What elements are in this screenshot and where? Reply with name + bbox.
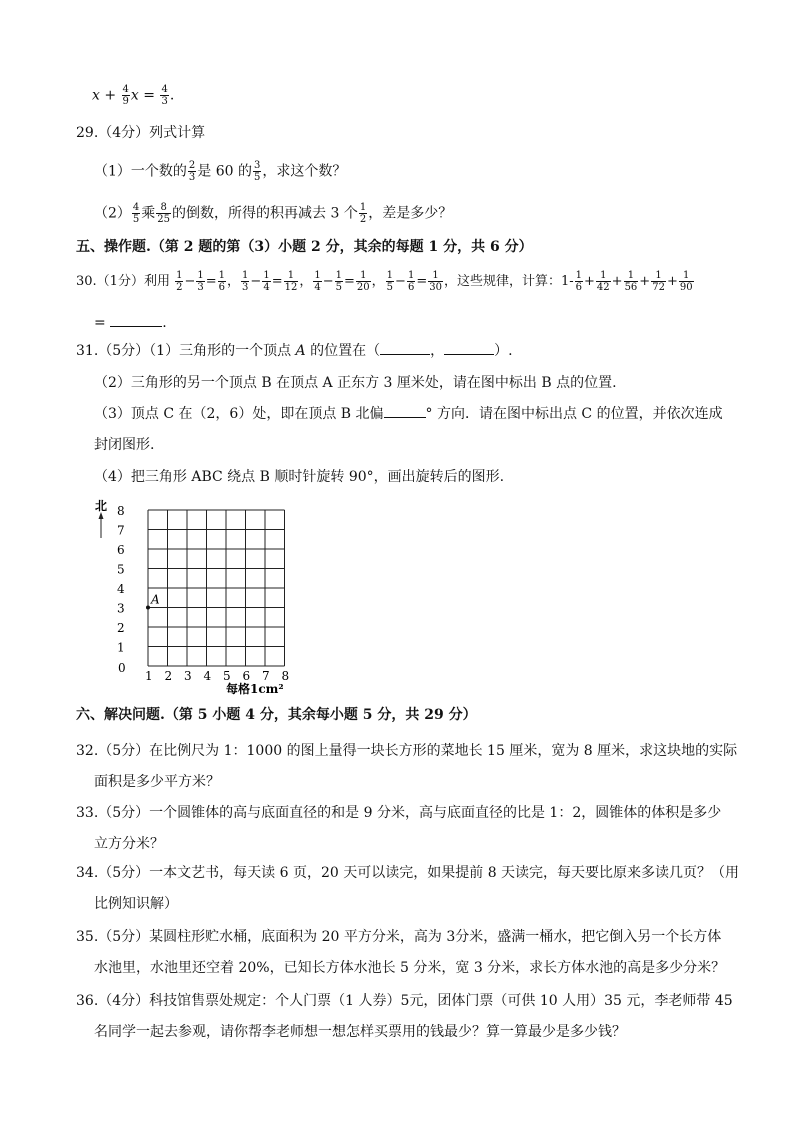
y-tick-label: 3 xyxy=(117,601,125,616)
section-5-title: 五、操作题.（第 2 题的第（3）小题 2 分，其余的每题 1 分，共 6 分） xyxy=(76,239,533,255)
y-tick-label: 6 xyxy=(117,543,125,557)
point-a xyxy=(146,606,150,610)
fraction: $\frac{2}{3}$ xyxy=(188,160,196,183)
x-tick-label: 3 xyxy=(184,669,192,683)
fraction: $\frac{1}{2}$ xyxy=(359,202,367,225)
q30-line2: = . xyxy=(94,315,167,331)
y-tick-label: 7 xyxy=(117,523,125,538)
q32-line1: 32.（5分）在比例尺为 1：1000 的图上量得一块长方形的菜地长 15 厘米，宽为 8 厘米，求这块地的实际 xyxy=(76,743,738,759)
x-tick-label: 5 xyxy=(223,669,231,683)
rule-pair: $\frac{1}{2}$ − $\frac{1}{3}$ = $\frac{1}{6}$ ， xyxy=(176,270,241,293)
answer-blank[interactable] xyxy=(384,417,426,418)
q36-line2: 名同学一起去参观，请你帮李老师想一想怎样买票用的钱最少？算一算最少是多少钱？ xyxy=(94,1024,626,1040)
equals-sign: = xyxy=(143,87,156,104)
x-tick-label: 6 xyxy=(242,669,251,683)
origin-label: 0 xyxy=(118,661,126,675)
rule-pair: $\frac{1}{5}$ − $\frac{1}{6}$ = $\frac{1}{30}$ xyxy=(386,270,442,293)
q35-line1: 35.（5分）某圆柱形贮水桶，底面积为 20 平方分米，高为 3分米，盛满一桶水，把它倒入另一个长方体 xyxy=(76,929,722,945)
y-tick-label: 4 xyxy=(117,582,125,596)
fraction: $\frac{4}{5}$ xyxy=(132,202,140,225)
x-tick-label: 8 xyxy=(281,669,290,683)
x-tick-label: 7 xyxy=(262,669,270,683)
q33-line1: 33.（5分）一个圆锥体的高与底面直径的和是 9 分米，高与底面直径的比是 1：2，圆锥体的体积是多少 xyxy=(76,805,722,821)
y-tick-label: 8 xyxy=(117,504,125,518)
q34-line2: 比例知识解） xyxy=(94,896,178,912)
q29-part2: （2） $\frac{4}{5}$ 乘 $\frac{8}{25}$ 的倒数，所得的积再减去 3 个 $\frac{1}{2}$ ，差是多少？ xyxy=(94,202,453,225)
rule-pair: $\frac{1}{4}$ − $\frac{1}{5}$ = $\frac{1}{20}$ ， xyxy=(314,270,385,293)
q31-part4: （4）把三角形 ABC 绕点 B 顺时针旋转 90°，画出旋转后的图形. xyxy=(94,469,505,485)
plus-sign: + xyxy=(104,87,117,104)
q31-part3-cont: 封闭图形. xyxy=(94,437,155,453)
point-a-label: A xyxy=(151,592,160,607)
x-tick-label: 1 xyxy=(145,669,153,683)
fraction: $\frac{8}{25}$ xyxy=(157,202,171,225)
q31-title: 31.（5分）（1）三角形的一个顶点 A 的位置在（ ， ）. xyxy=(76,343,513,359)
coordinate-grid xyxy=(88,498,308,698)
grid-caption: 每格1cm² xyxy=(226,682,284,696)
x-axis-labels xyxy=(145,669,289,683)
q29-title: 29.（4分）列式计算 xyxy=(76,125,206,141)
q31-part3: （3）顶点 C 在（2，6）处，即在顶点 B 北偏 ° 方向．请在图中标出点 C 的位置，并依次连成 xyxy=(94,406,723,422)
y-tick-label: 2 xyxy=(117,621,125,635)
y-tick-label: 1 xyxy=(117,640,125,655)
y-axis-labels xyxy=(117,504,125,655)
var-x: x xyxy=(92,87,100,104)
q29-part1: （1）一个数的 $\frac{2}{3}$ 是 60 的 $\frac{3}{5}$ ，求这个数？ xyxy=(94,160,347,183)
section-6-title: 六、解决问题.（第 5 小题 4 分，其余每小题 5 分，共 29 分） xyxy=(76,707,477,723)
north-arrow-head xyxy=(99,512,104,519)
answer-blank[interactable] xyxy=(444,354,494,355)
north-label: 北 xyxy=(95,499,108,513)
x-tick-label: 4 xyxy=(203,669,212,683)
var-x: x xyxy=(130,87,139,104)
answer-blank[interactable] xyxy=(110,326,162,327)
q31-part2: （2）三角形的另一个顶点 B 在顶点 A 正东方 3 厘米处，请在图中标出 B 点的位置. xyxy=(94,375,617,391)
q30-line1: 30.（1分）利用 $\frac{1}{2}$ − $\frac{1}{3}$ = $\frac{1}{6}$ ， $\frac{1}{3}$ − $\frac{1}{4}$ = $\frac{1}{12}$ ， $\frac{1}{4}$ − $\frac{1}{5}$ = $\frac{1}{20}$ ， $\frac{1}{5}$ − $\frac{1}{6}$ = $\frac{1}{30}$ ，这些规律，计算：1- $\frac{1}{6}$ + $\frac{1}{42}$ + $\frac{1}{56}$ + $\frac{1}{72}$ + $\frac{1}{90}$ xyxy=(76,270,693,293)
q34-line1: 34.（5分）一本文艺书，每天读 6 页，20 天可以读完，如果提前 8 天读完，每天要比原来多读几页？（用 xyxy=(76,865,740,881)
fraction: $\frac{4}{9}$ xyxy=(122,84,129,107)
fraction: $\frac{4}{3}$ xyxy=(161,84,168,107)
y-tick-label: 5 xyxy=(117,562,125,577)
rule-pair: $\frac{1}{3}$ − $\frac{1}{4}$ = $\frac{1}{12}$ ， xyxy=(242,270,313,293)
equation-top xyxy=(92,84,174,107)
q33-line2: 立方分米？ xyxy=(94,836,164,852)
x-tick-label: 2 xyxy=(164,669,173,683)
grid-lines xyxy=(148,510,285,666)
period: . xyxy=(169,87,175,104)
q32-line2: 面积是多少平方米？ xyxy=(94,774,220,790)
q36-line1: 36.（4分）科技馆售票处规定：个人门票（1 人券）5元，团体门票（可供 10 人用）35 元，李老师带 45 xyxy=(76,993,733,1009)
q35-line2: 水池里，水池里还空着 20%，已知长方体水池长 5 分米，宽 3 分米，求长方体水池的高是多少分米？ xyxy=(94,960,726,976)
answer-blank[interactable] xyxy=(380,354,430,355)
fraction: $\frac{3}{5}$ xyxy=(254,160,261,183)
